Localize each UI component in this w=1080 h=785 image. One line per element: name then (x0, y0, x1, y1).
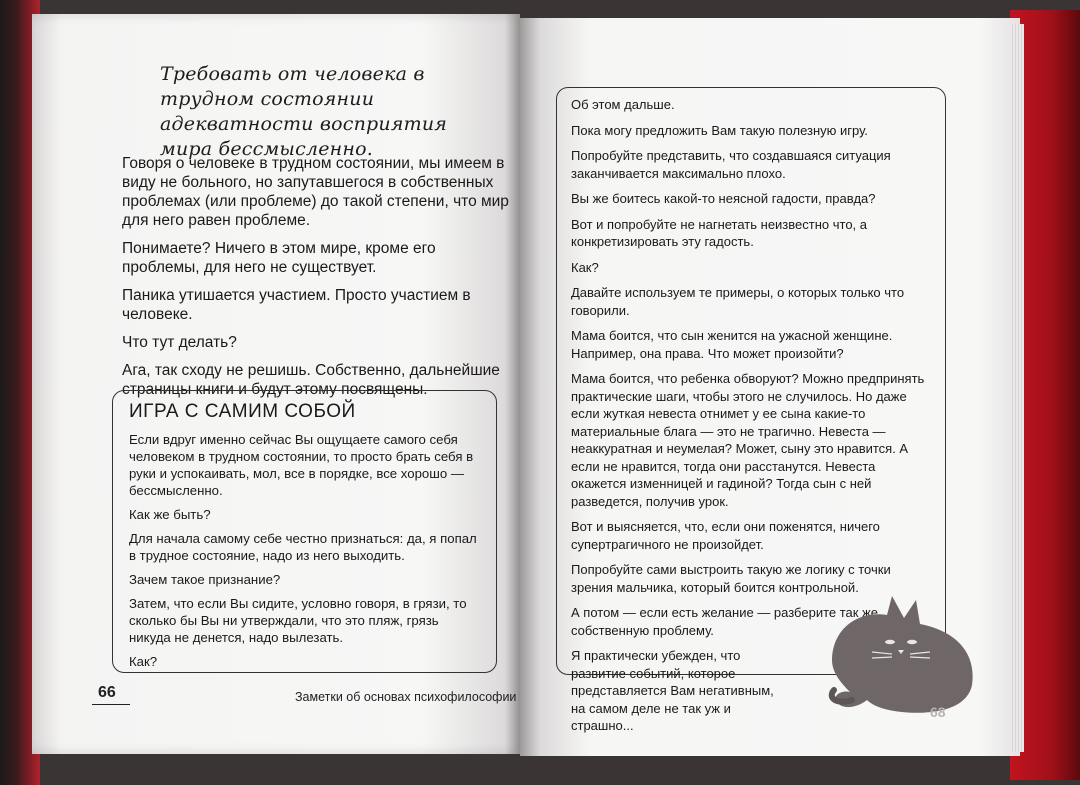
box-line: Попробуйте сами выстроить такую же логику с точки зрения мальчика, который боится контрольной. (571, 562, 891, 595)
page-number-right: 68 (930, 704, 946, 720)
page-number-underline (92, 704, 130, 705)
game-box-line: Для начала самому себе честно признаться: да, я попал в трудное состояние, надо из него выходить. (129, 531, 477, 563)
game-box-line: Затем, что если Вы сидите, условно говоря, в грязи, то сколько бы Вы ни утверждали, что это пляж, грязь никуда не денется, надо вылезать. (129, 596, 467, 645)
box-line: Вот и попробуйте не нагнетать неизвестно что, а конкретизировать эту гадость. (571, 216, 867, 249)
box-line: Давайте используем те примеры, о которых только что говорили. (571, 285, 905, 318)
box-line: Попробуйте представить, что создавшаяся ситуация заканчивается максимально плохо. (571, 148, 891, 181)
game-sidebar-box (112, 390, 497, 673)
paragraph: Что тут делать? (122, 334, 237, 351)
game-box-line: Зачем такое признание? (129, 572, 281, 587)
paragraph: Говоря о человеке в трудном состоянии, мы имеем в виду не больного, но запутавшегося в собственных проблемах (или проблеме) до такой степени, что мир для него равен проблеме. (122, 155, 509, 229)
cat-eye-left (885, 640, 895, 644)
running-footer: Заметки об основах психофилософии (295, 690, 517, 704)
cat-body (832, 596, 973, 713)
quote-heading: Требовать от человека в трудном состоянии адекватности восприятия мира бессмысленно. (160, 63, 448, 160)
page-number-left: 66 (98, 684, 116, 701)
paragraph: Паника утишается участием. Просто участием в человеке. (122, 287, 471, 323)
box-line: А потом — если есть желание — разберите так же собственную проблему. (571, 605, 878, 638)
box-line: Вот и выясняется, что, если они поженятся, ничего супертрагичного не произойдет. (571, 519, 880, 552)
cat-icon (812, 590, 982, 720)
box-line: Мама боится, что ребенка обворуют? Можно предпринять практические шаги, чтобы этого не случилось. Но даже если жуткая невеста отнимет у ее сына какие-то материальные блага — это не трагично. Невеста — неаккуратная и неумелая? Может, сыну это нравится. А если не нравится, тогда они расстанутся. Невеста окажется изменницей и гадиной? Тогда сын с ней разведется, получив урок. (571, 371, 925, 509)
box-line: Вы же боитесь какой-то неясной гадости, правда? (571, 191, 876, 206)
game-box-title: ИГРА С САМИМ СОБОЙ (129, 401, 356, 422)
game-box-line: Если вдруг именно сейчас Вы ощущаете самого себя человеком в трудном состоянии, то просто брать себя в руки и успокаивать, мол, все в порядке, все хорошо — бессмысленно. (129, 432, 474, 498)
box-line: Как? (571, 259, 599, 275)
paragraph: Понимаете? Ничего в этом мире, кроме его проблемы, для него не существует. (122, 240, 436, 276)
left-page-body (122, 154, 512, 408)
box-line: Пока могу предложить Вам такую полезную игру. (571, 122, 868, 138)
paragraph: Ага, так сходу не решишь. Собственно, дальнейшие страницы книги и будут этому посвящены. (122, 362, 500, 398)
game-box-line: Как? (129, 654, 158, 669)
cat-eye-right (907, 640, 917, 644)
box-line: Мама боится, что сын женится на ужасной женщине. Например, она права. Что может произойти? (571, 328, 893, 361)
page-edges (1010, 24, 1024, 752)
game-box-line: Как же быть? (129, 507, 211, 522)
box-line: Я практически убежден, что развитие событий, которое представляется Вам негативным, на самом деле не так уж и страшно... (571, 648, 774, 733)
box-line: Об этом дальше. (571, 97, 675, 112)
